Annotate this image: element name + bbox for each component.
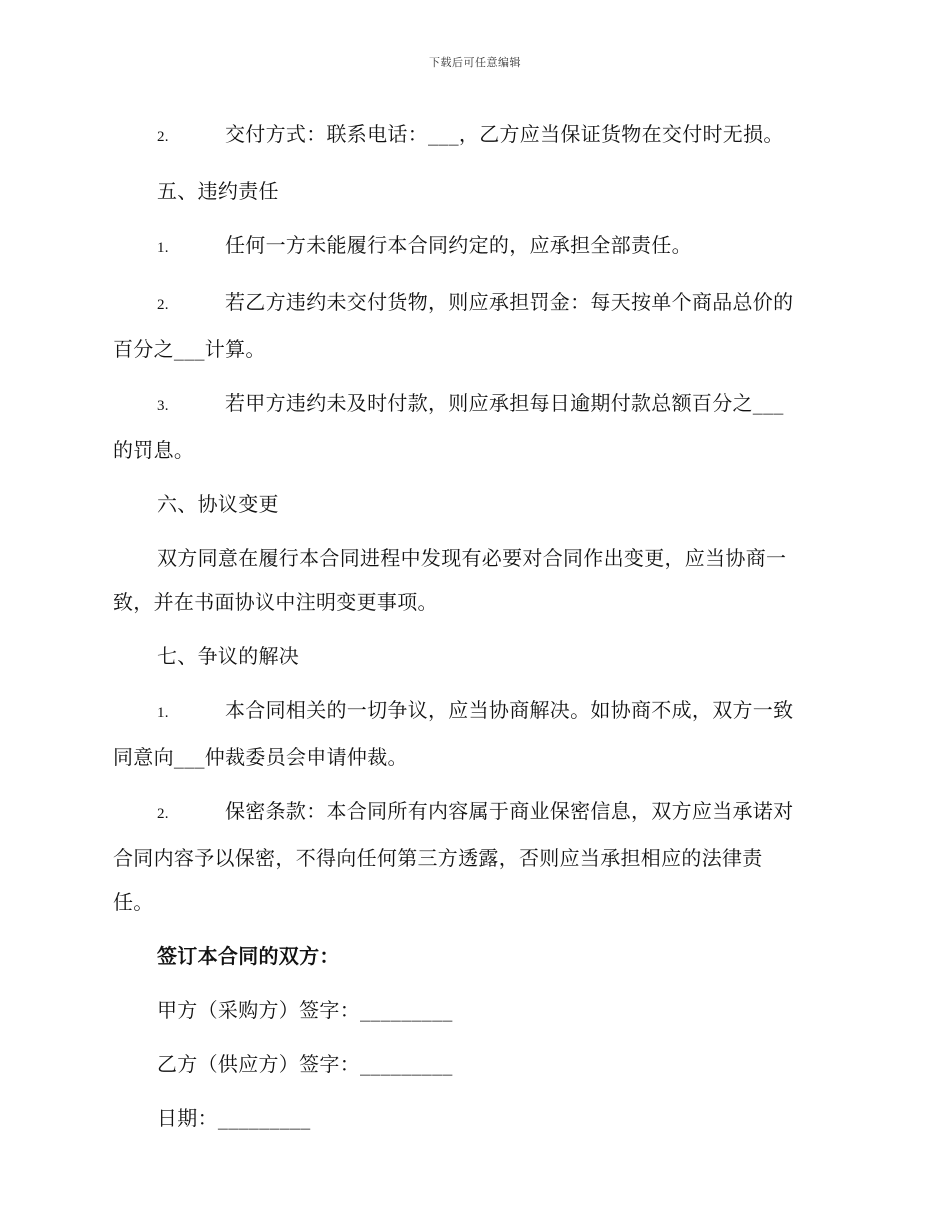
item-text: 任何一方未能履行本合同约定的，应承担全部责任。: [225, 233, 692, 257]
item-number: 2.: [157, 297, 169, 313]
page-header: 下载后可任意编辑: [429, 56, 521, 69]
item-number: 2.: [157, 129, 169, 145]
item-text: 若乙方违约未交付货物，则应承担罚金：每天按单个商品总价的: [225, 290, 794, 314]
signatures-heading: 签订本合同的双方：: [157, 944, 340, 968]
party-b-signature: 乙方（供应方）签字：_________: [157, 1052, 453, 1076]
item-text: 交付方式：联系电话：___，乙方应当保证货物在交付时无损。: [225, 122, 784, 146]
section-7-item-2-line-3: 任。: [113, 890, 154, 914]
section-7-heading: 七、争议的解决: [157, 644, 300, 668]
document-body: [113, 112, 835, 1140]
party-a-signature: 甲方（采购方）签字：_________: [157, 998, 453, 1022]
section-7-item-1-line-1: [113, 688, 835, 735]
section-6-heading: 六、协议变更: [157, 492, 279, 516]
section-5-heading: 五、违约责任: [157, 179, 279, 203]
section-5-item-2-line-1: [113, 280, 835, 327]
section-5-item-1: [113, 223, 835, 270]
item-number: 1.: [157, 705, 169, 721]
section-5-item-3-line-2: 的罚息。: [113, 438, 195, 462]
item-text: 本合同相关的一切争议，应当协商解决。如协商不成，双方一致: [225, 698, 794, 722]
section-7-item-2-line-1: [113, 789, 835, 836]
item-number: 2.: [157, 806, 169, 822]
section-5-item-2-line-2: 百分之___计算。: [113, 337, 266, 361]
section-5-item-3-line-1: [113, 381, 835, 428]
item-number: 1.: [157, 240, 169, 256]
clause-4-item-2: [113, 112, 835, 159]
section-6-para-line-1: 双方同意在履行本合同进程中发现有必要对合同作出变更，应当协商一: [157, 546, 787, 570]
section-6-para-line-2: 致，并在书面协议中注明变更事项。: [113, 590, 438, 614]
item-text: 若甲方违约未及时付款，则应承担每日逾期付款总额百分之___: [225, 391, 784, 415]
signature-date: 日期：_________: [157, 1106, 311, 1130]
item-text: 保密条款：本合同所有内容属于商业保密信息，双方应当承诺对: [225, 799, 794, 823]
section-7-item-2-line-2: 合同内容予以保密，不得向任何第三方透露，否则应当承担相应的法律责: [113, 846, 763, 870]
section-7-item-1-line-2: 同意向___仲裁委员会申请仲裁。: [113, 745, 408, 769]
item-number: 3.: [157, 398, 169, 414]
